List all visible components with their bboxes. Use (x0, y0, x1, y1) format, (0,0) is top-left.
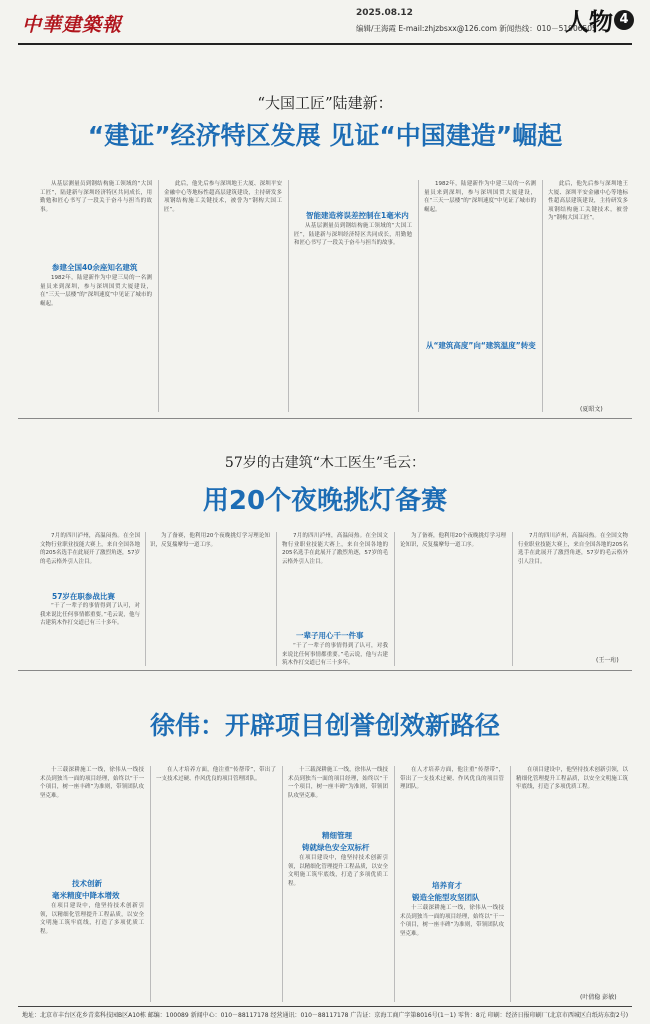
column-divider (150, 766, 151, 1002)
article-divider (18, 670, 632, 671)
article1-subhead-2: 智能建造将误差控制在1毫米内 (306, 211, 409, 220)
article3-subhead-2b: 铸就绿色安全双标杆 (302, 843, 370, 852)
column-divider (510, 766, 511, 1002)
article1-column-5 (548, 180, 628, 402)
article3-subhead-2: 精细管理 (322, 831, 352, 840)
article1-paragraph: 从基层测量员到钢结构施工领域的“大国工匠”，陆建新与深圳经济特区共同成长，用勤勉和匠心书写了一段关于奋斗与担当的故事。 (40, 181, 152, 213)
article2-byline: (王一珩) (596, 657, 619, 664)
column-divider (288, 180, 289, 412)
article3-paragraph: 十三载深耕施工一线，徐伟从一线技术员到独当一面的项目经理，始终以“干一个项目，树一座丰碑”为准则，带领团队攻坚克难。 (40, 767, 144, 799)
article3-column-2 (156, 766, 276, 1002)
article1-paragraph: 此后，他先后参与深圳地王大厦、深圳平安金融中心等地标性超高层建筑建设，主持研发多项钢结构施工关键技术，被誉为“钢构大国工匠”。 (164, 181, 282, 213)
article1-paragraph: 此后，他先后参与深圳地王大厦、深圳平安金融中心等地标性超高层建筑建设，主持研发多项钢结构施工关键技术，被誉为“钢构大国工匠”。 (548, 181, 628, 222)
article2-subhead-2: 一辈子用心干一件事 (296, 631, 364, 640)
article1-byline: (夏昭文) (580, 406, 603, 413)
article3-paragraph: 在项目建设中，他坚持技术创新引领，以精细化管理提升工程品质，以安全文明施工筑牢底线，打造了多项优质工程。 (40, 903, 144, 935)
section-title: 人物 (565, 7, 613, 36)
column-divider (276, 532, 277, 666)
article2-column-1b (40, 602, 140, 666)
column-divider (512, 532, 513, 666)
article2-subhead-1: 57岁在职参战比赛 (52, 592, 115, 601)
article2-paragraph: 为了备赛，他利用20个夜晚挑灯学习理论知识，反复揣摩每一道工序。 (150, 533, 270, 548)
article3-column-3b (288, 854, 388, 1002)
article3-column-5 (516, 766, 628, 988)
article3-headline: 徐伟：开辟项目创誉创效新路径 (149, 711, 500, 740)
article3-paragraph: 在人才培养方面，他注重“传帮带”，带出了一支技术过硬、作风优良的项目管理团队。 (156, 767, 276, 782)
masthead-logo: 中華建築報 (22, 14, 123, 36)
header-divider (18, 43, 632, 45)
page-number-badge: 4 (614, 10, 634, 30)
article3-subhead-3b: 锻造全能型攻坚团队 (412, 893, 480, 902)
article1-subhead-3: 从“建筑高度”向“建筑温度”转变 (426, 341, 536, 350)
article2-paragraph: 7月的四川泸州，高温闷热。在全国文物行业职业技能大赛上，来自全国各地的205名选手在此展开了激烈角逐，57岁的毛云格外引人注目。 (40, 533, 140, 565)
article3-subhead-1b: 毫米精度中降本增效 (52, 891, 120, 900)
article1-column-1b (40, 274, 152, 412)
publication-date: 2025.08.12 (356, 8, 413, 18)
article2-paragraph: 为了备赛，他利用20个夜晚挑灯学习理论知识，反复揣摩每一道工序。 (400, 533, 506, 548)
article1-column-4 (424, 180, 536, 336)
article3-subhead-3: 培养育才 (432, 881, 462, 890)
article-divider (18, 418, 632, 419)
article3-paragraph: 在项目建设中，他坚持技术创新引领，以精细化管理提升工程品质，以安全文明施工筑牢底线，打造了多项优质工程。 (516, 767, 628, 791)
article3-column-3 (288, 766, 388, 828)
footer-divider (18, 1006, 632, 1007)
article3-column-1b (40, 902, 144, 1002)
article2-paragraph: 7月的四川泸州，高温闷热。在全国文物行业职业技能大赛上，来自全国各地的205名选手在此展开了激烈角逐，57岁的毛云格外引人注目。 (518, 533, 628, 565)
article2-column-3b (282, 642, 388, 666)
column-divider (418, 180, 419, 412)
article1-column-1 (40, 180, 152, 260)
article1-column-3 (294, 222, 412, 412)
article2-column-3 (282, 532, 388, 626)
editor-contact-line: 编辑/王海霞 E-mail:zhjzbsxx@126.com 新闻热线：010－51906505 (356, 24, 597, 33)
article3-paragraph: 在项目建设中，他坚持技术创新引领，以精细化管理提升工程品质，以安全文明施工筑牢底线，打造了多项优质工程。 (288, 855, 388, 887)
article3-column-4 (400, 766, 504, 878)
column-divider (394, 766, 395, 1002)
article2-headline: 用20个夜晚挑灯备赛 (202, 486, 448, 516)
article3-subhead-1: 技术创新 (72, 879, 102, 888)
article3-paragraph: 十三载深耕施工一线，徐伟从一线技术员到独当一面的项目经理，始终以“干一个项目，树一座丰碑”为准则，带领团队攻坚克难。 (400, 905, 504, 937)
article3-paragraph: 十三载深耕施工一线，徐伟从一线技术员到独当一面的项目经理，始终以“干一个项目，树一座丰碑”为准则，带领团队攻坚克难。 (288, 767, 388, 799)
article1-paragraph: 1982年，陆建新作为中建三局的一名测量员来到深圳，参与深圳国贸大厦建设，在“三天一层楼”的“深圳速度”中见证了城市的崛起。 (40, 275, 152, 307)
article1-paragraph: 从基层测量员到钢结构施工领域的“大国工匠”，陆建新与深圳经济特区共同成长，用勤勉和匠心书写了一段关于奋斗与担当的故事。 (294, 223, 412, 247)
column-divider (394, 532, 395, 666)
article1-column-2 (164, 180, 282, 412)
footer-info: 地址：北京市丰台区花乡青菜科技园B区A10栋 邮编：100089 新闻中心：010－88117178 经营通讯：010－88117178 广告证：京海工商广字第8016号(1－1) 零售：8元 印刷：经济日报印刷厂(北京市西城区白纸坊东街2号) (22, 1012, 629, 1019)
article2-paragraph: 7月的四川泸州，高温闷热。在全国文物行业职业技能大赛上，来自全国各地的205名选手在此展开了激烈角逐，57岁的毛云格外引人注目。 (282, 533, 388, 565)
article2-column-1 (40, 532, 140, 590)
article3-paragraph: 在人才培养方面，他注重“传帮带”，带出了一支技术过硬、作风优良的项目管理团队。 (400, 767, 504, 791)
article1-headline: “建证”经济特区发展 见证“中国建造”崛起 (87, 121, 563, 150)
column-divider (158, 180, 159, 412)
article3-column-1 (40, 766, 144, 876)
article1-subhead-1: 参建全国40余座知名建筑 (52, 263, 138, 272)
article1-kicker: “大国工匠”陆建新： (257, 94, 393, 112)
column-divider (145, 532, 146, 666)
article2-paragraph: “干了一辈子的事情得到了认可，对我来说比任何事情都重要。”毛云说，他与古建筑木作打交道已有三十多年。 (40, 603, 140, 627)
article2-paragraph: “干了一辈子的事情得到了认可，对我来说比任何事情都重要。”毛云说，他与古建筑木作打交道已有三十多年。 (282, 643, 388, 666)
column-divider (282, 766, 283, 1002)
article2-column-2 (150, 532, 270, 666)
article1-paragraph: 1982年，陆建新作为中建三局的一名测量员来到深圳，参与深圳国贸大厦建设，在“三天一层楼”的“深圳速度”中见证了城市的崛起。 (424, 181, 536, 213)
article2-column-5 (518, 532, 628, 654)
article3-byline: (叶倩稳 彭敏) (580, 994, 617, 1001)
article2-kicker: 57岁的古建筑“木工医生”毛云： (224, 455, 426, 471)
article3-column-4b (400, 904, 504, 1002)
article2-column-4 (400, 532, 506, 666)
column-divider (542, 180, 543, 412)
